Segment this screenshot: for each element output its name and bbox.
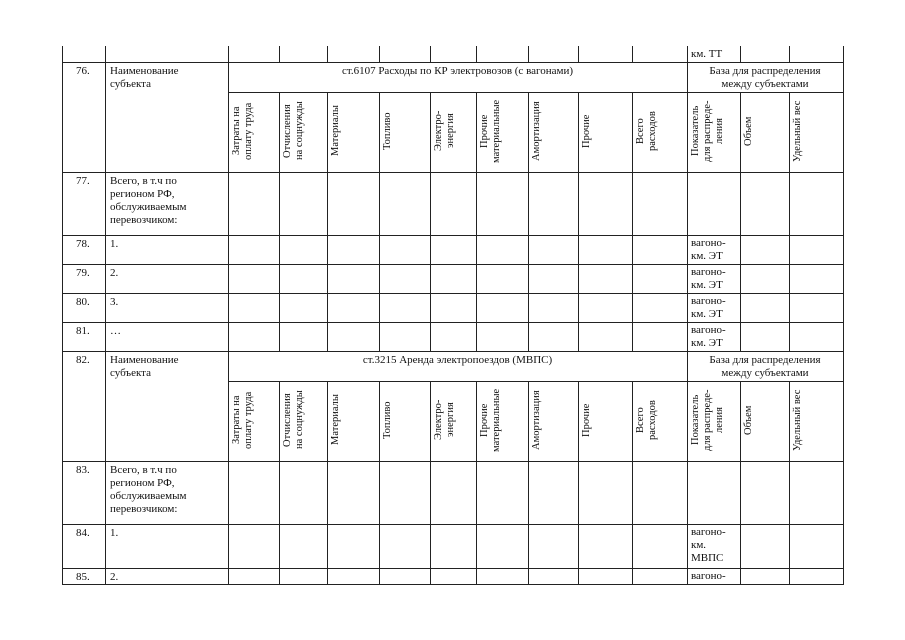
column-divider xyxy=(105,46,106,62)
column-divider xyxy=(789,46,790,62)
column-divider xyxy=(228,351,229,584)
base-unit-cell: вагоно- км. ЭТ xyxy=(691,295,726,320)
column-divider xyxy=(843,46,844,62)
column-divider xyxy=(528,381,529,584)
row-number: 79. xyxy=(76,267,90,279)
header-bottom-border xyxy=(62,172,844,173)
row-name: 1. xyxy=(110,527,119,539)
row-name: … xyxy=(110,325,121,337)
header-divider xyxy=(228,381,844,382)
row-name: 2. xyxy=(110,267,119,279)
column-header: Объем xyxy=(743,405,754,435)
column-header: Топливо xyxy=(382,401,393,439)
table-bottom xyxy=(62,584,844,585)
column-header: Электро- энергия xyxy=(433,399,456,441)
column-divider xyxy=(430,46,431,62)
column-divider xyxy=(62,351,63,584)
column-divider xyxy=(379,92,380,351)
column-divider xyxy=(740,92,741,351)
column-divider xyxy=(379,46,380,62)
column-header: Затраты на оплату труда xyxy=(231,391,254,449)
column-header: Материалы xyxy=(330,394,341,446)
row-name: 3. xyxy=(110,296,119,308)
row-name: 2. xyxy=(110,571,119,583)
column-divider xyxy=(476,46,477,62)
column-header: Всего расходов xyxy=(635,400,658,440)
base-title: База для распределения между субъектами xyxy=(709,65,821,90)
row-divider xyxy=(62,264,844,265)
row-divider xyxy=(62,524,844,525)
column-header: Амортизация xyxy=(531,390,542,450)
column-divider xyxy=(279,92,280,351)
column-divider xyxy=(528,46,529,62)
column-header: Затраты на оплату труда xyxy=(231,102,254,160)
column-divider xyxy=(687,351,688,584)
column-divider xyxy=(687,62,688,351)
row-number: 85. xyxy=(76,571,90,583)
base-unit-cell: вагоно- км. МВПС xyxy=(691,526,726,564)
header-bottom-border xyxy=(62,461,844,462)
column-header: Материалы xyxy=(330,105,341,157)
column-header: Показатель для распреде- ления xyxy=(690,389,725,451)
column-header: Отчисления на соцнужды xyxy=(282,101,305,161)
column-divider xyxy=(62,62,63,351)
row-divider xyxy=(62,235,844,236)
column-header: Отчисления на соцнужды xyxy=(282,390,305,450)
column-header: Прочие xyxy=(581,114,592,148)
column-divider xyxy=(327,92,328,351)
column-divider xyxy=(228,46,229,62)
column-divider xyxy=(578,381,579,584)
base-unit-cell: вагоно- км. ЭТ xyxy=(691,237,726,262)
column-divider xyxy=(632,381,633,584)
row-number: 84. xyxy=(76,527,90,539)
column-divider xyxy=(228,62,229,351)
column-divider xyxy=(327,381,328,584)
row-divider xyxy=(62,322,844,323)
row-number: 81. xyxy=(76,325,90,337)
column-header: Удельный вес xyxy=(792,389,803,451)
column-divider xyxy=(105,62,106,351)
subject-header: Наименование субъекта xyxy=(110,65,179,90)
base-unit-cell: вагоно- км. ЭТ xyxy=(691,266,726,291)
subject-header: Наименование субъекта xyxy=(110,354,179,379)
column-header: Прочие xyxy=(581,403,592,437)
column-divider xyxy=(843,351,844,584)
column-divider xyxy=(62,46,63,62)
column-divider xyxy=(578,46,579,62)
row-divider xyxy=(62,351,844,352)
column-header: Топливо xyxy=(382,112,393,150)
base-unit-cell: вагоно- км. ЭТ xyxy=(691,324,726,349)
row-number: 78. xyxy=(76,238,90,250)
column-divider xyxy=(789,92,790,351)
row-number: 77. xyxy=(76,175,90,187)
section-title: ст.3215 Аренда электропоездов (МВПС) xyxy=(362,354,553,366)
column-header: Удельный вес xyxy=(792,100,803,162)
column-divider xyxy=(430,92,431,351)
column-header: Всего расходов xyxy=(635,111,658,151)
column-divider xyxy=(789,381,790,584)
column-divider xyxy=(843,62,844,351)
column-divider xyxy=(578,92,579,351)
column-divider xyxy=(279,381,280,584)
column-divider xyxy=(430,381,431,584)
row-number: 80. xyxy=(76,296,90,308)
row-number: 83. xyxy=(76,464,90,476)
column-divider xyxy=(279,46,280,62)
column-header: Прочие материальные xyxy=(479,388,502,452)
section-top-border xyxy=(62,62,844,63)
section-title: ст.6107 Расходы по КР электровозов (с вагонами) xyxy=(341,65,574,77)
column-divider xyxy=(528,92,529,351)
header-divider xyxy=(228,92,844,93)
base-unit-cell: вагоно- xyxy=(691,570,726,582)
column-divider xyxy=(632,46,633,62)
row-divider xyxy=(62,568,844,569)
column-header: Прочие материальные xyxy=(479,99,502,163)
column-header: Электро- энергия xyxy=(433,110,456,152)
base-title: База для распределения между субъектами xyxy=(709,354,821,379)
column-header: Объем xyxy=(743,116,754,146)
total-label: Всего, в т.ч по регионом РФ, обслуживаемым перевозчиком: xyxy=(110,175,187,226)
column-divider xyxy=(740,381,741,584)
row-divider xyxy=(62,293,844,294)
row-number: 82. xyxy=(76,354,90,366)
column-header: Показатель для распреде- ления xyxy=(690,100,725,162)
column-divider xyxy=(105,351,106,584)
base-unit-cell: км. ТТ xyxy=(691,48,723,60)
total-label: Всего, в т.ч по регионом РФ, обслуживаемым перевозчиком: xyxy=(110,464,187,515)
column-divider xyxy=(632,92,633,351)
column-divider xyxy=(476,92,477,351)
row-name: 1. xyxy=(110,238,119,250)
column-divider xyxy=(476,381,477,584)
column-divider xyxy=(379,381,380,584)
row-number: 76. xyxy=(76,65,90,77)
column-header: Амортизация xyxy=(531,101,542,161)
column-divider xyxy=(327,46,328,62)
column-divider xyxy=(687,46,688,62)
